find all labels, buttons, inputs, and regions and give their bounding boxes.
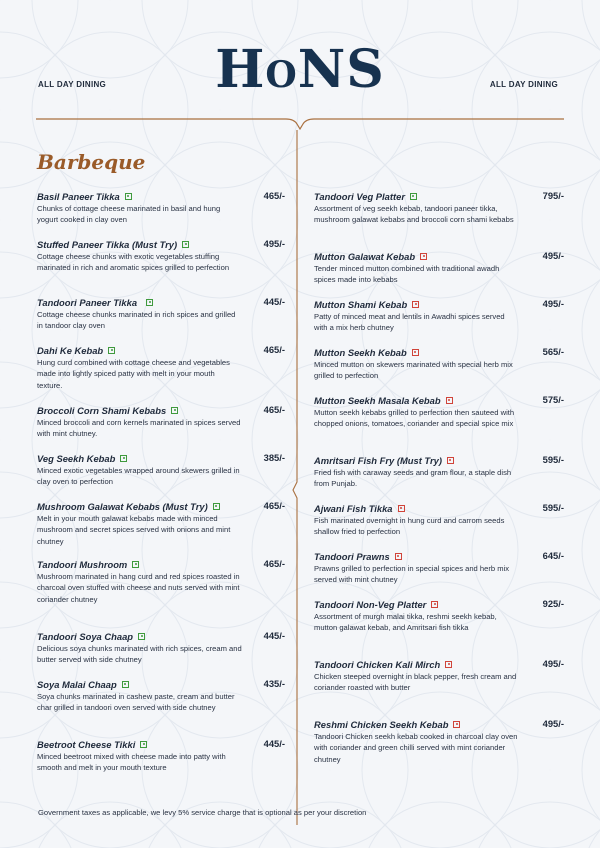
- menu-item: [37, 452, 285, 488]
- veg-icon: [146, 299, 153, 306]
- menu-item: [314, 658, 564, 694]
- veg-icon: [182, 241, 189, 248]
- menu-item-header: [314, 394, 564, 406]
- menu-item-description: Mutton seekh kebabs grilled to perfection then sauteed with chopped onions, tomatoes, coriander and special spice mix: [314, 408, 515, 429]
- menu-item-price: 575/-: [542, 394, 564, 405]
- veg-icon: [140, 741, 147, 748]
- menu-item: [314, 346, 564, 382]
- non-veg-icon: [398, 505, 405, 512]
- header-divider: [36, 112, 564, 132]
- menu-item-header: [37, 296, 285, 308]
- footer-note: Government taxes as applicable, we levy 5% service charge that is optional as per your discretion: [38, 808, 367, 817]
- menu-item: [37, 238, 285, 274]
- menu-item-header: [37, 558, 285, 570]
- veg-icon: [122, 681, 129, 688]
- menu-item: [314, 502, 564, 538]
- menu-item-header: [37, 630, 285, 642]
- menu-item-header: [314, 502, 564, 514]
- menu-item-header: [314, 454, 564, 466]
- non-veg-icon: [431, 601, 438, 608]
- section-title: Barbeque: [37, 150, 146, 174]
- menu-item-price: 595/-: [542, 502, 564, 513]
- menu-item-name: Broccoli Corn Shami Kebabs: [37, 404, 167, 416]
- menu-item-header: [314, 718, 564, 730]
- non-veg-icon: [412, 301, 419, 308]
- menu-item-header: [37, 190, 285, 202]
- menu-item-price: 495/-: [263, 238, 285, 249]
- menu-item: [314, 250, 564, 286]
- menu-item-header: [314, 250, 564, 262]
- menu-item-price: 465/-: [263, 558, 285, 569]
- menu-item-price: 495/-: [542, 298, 564, 309]
- menu-item-price: 445/-: [263, 738, 285, 749]
- column-divider: [291, 130, 303, 825]
- menu-item-name: Basil Paneer Tikka: [37, 190, 120, 202]
- menu-item-price: 445/-: [263, 630, 285, 641]
- menu-item-description: Minced mutton on skewers marinated with special herb mix grilled to perfection: [314, 360, 513, 381]
- menu-item-description: Melt in your mouth galawat kebabs made with minced mushroom and secret spices served with onions and mint chutney: [37, 514, 231, 546]
- menu-item-name: Tandoori Non-Veg Platter: [314, 598, 427, 610]
- non-veg-icon: [420, 253, 427, 260]
- menu-item-name: Tandoori Mushroom: [37, 558, 128, 570]
- menu-item-header: [314, 658, 564, 670]
- menu-item-description: Chunks of cottage cheese marinated in basil and hung yogurt cooked in clay oven: [37, 204, 221, 225]
- logo-letter-s: S: [346, 39, 385, 100]
- veg-icon: [410, 193, 417, 200]
- menu-item-name: Veg Seekh Kebab: [37, 452, 116, 464]
- menu-item: [37, 558, 285, 605]
- menu-item-price: 795/-: [542, 190, 564, 201]
- menu-item-header: [37, 238, 285, 250]
- menu-item-header: [314, 598, 564, 610]
- menu-item-price: 495/-: [542, 718, 564, 729]
- menu-item-description: Fried fish with caraway seeds and gram flour, a staple dish from Punjab.: [314, 468, 512, 489]
- menu-item-description: Tender minced mutton combined with traditional awadh spices made into kebabs: [314, 264, 500, 285]
- menu-item-price: 465/-: [263, 190, 285, 201]
- menu-item-description: Cottage cheese chunks with exotic vegetables stuffing marinated in rich and aromatic spices grilled to perfection: [37, 252, 230, 273]
- logo-letter-n: N: [297, 39, 347, 100]
- veg-icon: [138, 633, 145, 640]
- menu-item-name: Stuffed Paneer Tikka (Must Try): [37, 238, 178, 250]
- tagline-left: ALL DAY DINING: [38, 80, 107, 89]
- menu-item-name: Mutton Seekh Kebab: [314, 346, 407, 358]
- menu-item-header: [37, 678, 285, 690]
- menu-item: [37, 190, 285, 226]
- menu-item-header: [37, 452, 285, 464]
- logo-letter-o: O: [265, 54, 298, 96]
- menu-item-name: Tandoori Prawns: [314, 550, 390, 562]
- non-veg-icon: [447, 457, 454, 464]
- tagline-right: ALL DAY DINING: [489, 80, 558, 89]
- veg-icon: [108, 347, 115, 354]
- menu-item-description: Patty of minced meat and lentils in Awadhi spices served with a mix herb chutney: [314, 312, 505, 333]
- menu-item-name: Ajwani Fish Tikka: [314, 502, 393, 514]
- menu-item-description: Fish marinated overnight in hung curd and carrom seeds shallow fried to perfection: [314, 516, 505, 537]
- non-veg-icon: [453, 721, 460, 728]
- menu-item-name: Amritsari Fish Fry (Must Try): [314, 454, 442, 466]
- menu-item-name: Mutton Galawat Kebab: [314, 250, 416, 262]
- veg-icon: [213, 503, 220, 510]
- menu-item-price: 595/-: [542, 454, 564, 465]
- veg-icon: [132, 561, 139, 568]
- menu-item: [314, 454, 564, 490]
- non-veg-icon: [446, 397, 453, 404]
- non-veg-icon: [445, 661, 452, 668]
- menu-item-description: Assortment of murgh malai tikka, reshmi seekh kebab, mutton galawat kebab, and Amritsari fish tikka: [314, 612, 497, 633]
- menu-item-description: Prawns grilled to perfection in special spices and herb mix served with mint chutney: [314, 564, 510, 585]
- menu-item-name: Tandoori Soya Chaap: [37, 630, 134, 642]
- menu-item-header: [314, 550, 564, 562]
- menu-item: [314, 394, 564, 430]
- menu-item: [314, 190, 564, 226]
- menu-item-price: 385/-: [263, 452, 285, 463]
- menu-item: [37, 296, 285, 332]
- menu-item: [37, 500, 285, 547]
- menu-item-name: Mushroom Galawat Kebabs (Must Try): [37, 500, 208, 512]
- menu-item-name: Tandoori Veg Platter: [314, 190, 405, 202]
- menu-item: [37, 738, 285, 774]
- non-veg-icon: [412, 349, 419, 356]
- menu-item-name: Soya Malai Chaap: [37, 678, 117, 690]
- menu-item-price: 465/-: [263, 404, 285, 415]
- menu-item-header: [37, 344, 285, 356]
- menu-item-description: Cottage cheese chunks marinated in rich spices and grilled in tandoor clay oven: [37, 310, 236, 331]
- menu-item-name: Mutton Seekh Masala Kebab: [314, 394, 441, 406]
- menu-item: [314, 298, 564, 334]
- menu-item-header: [37, 500, 285, 512]
- menu-item-price: 435/-: [263, 678, 285, 689]
- menu-item: [37, 344, 285, 391]
- menu-item-description: Minced exotic vegetables wrapped around skewers grilled in clay oven to perfection: [37, 466, 240, 487]
- menu-item-price: 925/-: [542, 598, 564, 609]
- menu-item-description: Hung curd combined with cottage cheese and vegetables made into lightly spiced patty with melt in your mouth texture.: [37, 358, 230, 390]
- menu-item: [314, 550, 564, 586]
- veg-icon: [171, 407, 178, 414]
- menu-item-price: 565/-: [542, 346, 564, 357]
- menu-item-price: 645/-: [542, 550, 564, 561]
- menu-item-price: 495/-: [542, 250, 564, 261]
- menu-item-header: [37, 404, 285, 416]
- menu-item-name: Tandoori Chicken Kali Mirch: [314, 658, 441, 670]
- non-veg-icon: [395, 553, 402, 560]
- menu-item-description: Assortment of veg seekh kebab, tandoori paneer tikka, mushroom galawat kebabs and broccoli corn shami kebabs: [314, 204, 514, 225]
- menu-item-header: [37, 738, 285, 750]
- menu-item-price: 465/-: [263, 500, 285, 511]
- menu-item: [314, 598, 564, 634]
- menu-item-name: Mutton Shami Kebab: [314, 298, 408, 310]
- menu-item: [314, 718, 564, 765]
- menu-item-description: Tandoori Chicken seekh kebab cooked in charcoal clay oven with coriander and green chilli served with mint coriander chutney: [314, 732, 518, 764]
- menu-item-header: [314, 346, 564, 358]
- menu-item-name: Beetroot Cheese Tikki: [37, 738, 136, 750]
- menu-item-description: Soya chunks marinated in cashew paste, cream and butter char grilled in tandoori oven served with side chutney: [37, 692, 235, 713]
- menu-item-description: Minced beetroot mixed with cheese made into patty with smooth and melt in your mouth texture: [37, 752, 226, 773]
- menu-item-price: 465/-: [263, 344, 285, 355]
- menu-item-price: 495/-: [542, 658, 564, 669]
- menu-item: [37, 630, 285, 666]
- logo-letter-h: H: [215, 39, 266, 100]
- menu-item-description: Delicious soya chunks marinated with rich spices, cream and butter served with side chutney: [37, 644, 242, 665]
- menu-item-header: [314, 190, 564, 202]
- menu-item-price: 445/-: [263, 296, 285, 307]
- menu-item-name: Tandoori Paneer Tikka: [37, 296, 138, 308]
- menu-item-name: Dahi Ke Kebab: [37, 344, 104, 356]
- menu-item-description: Minced broccoli and corn kernels marinated in spices served with mint chutney.: [37, 418, 241, 439]
- menu-item-name: Reshmi Chicken Seekh Kebab: [314, 718, 449, 730]
- menu-item-description: Mushroom marinated in hang curd and red spices roasted in charcoal oven stuffed with cheese and nuts served with mint coriander chutney: [37, 572, 240, 604]
- menu-item: [37, 678, 285, 714]
- veg-icon: [120, 455, 127, 462]
- veg-icon: [125, 193, 132, 200]
- menu-item-description: Chicken steeped overnight in black pepper, fresh cream and coriander roasted with butter: [314, 672, 517, 693]
- menu-item-header: [314, 298, 564, 310]
- menu-item: [37, 404, 285, 440]
